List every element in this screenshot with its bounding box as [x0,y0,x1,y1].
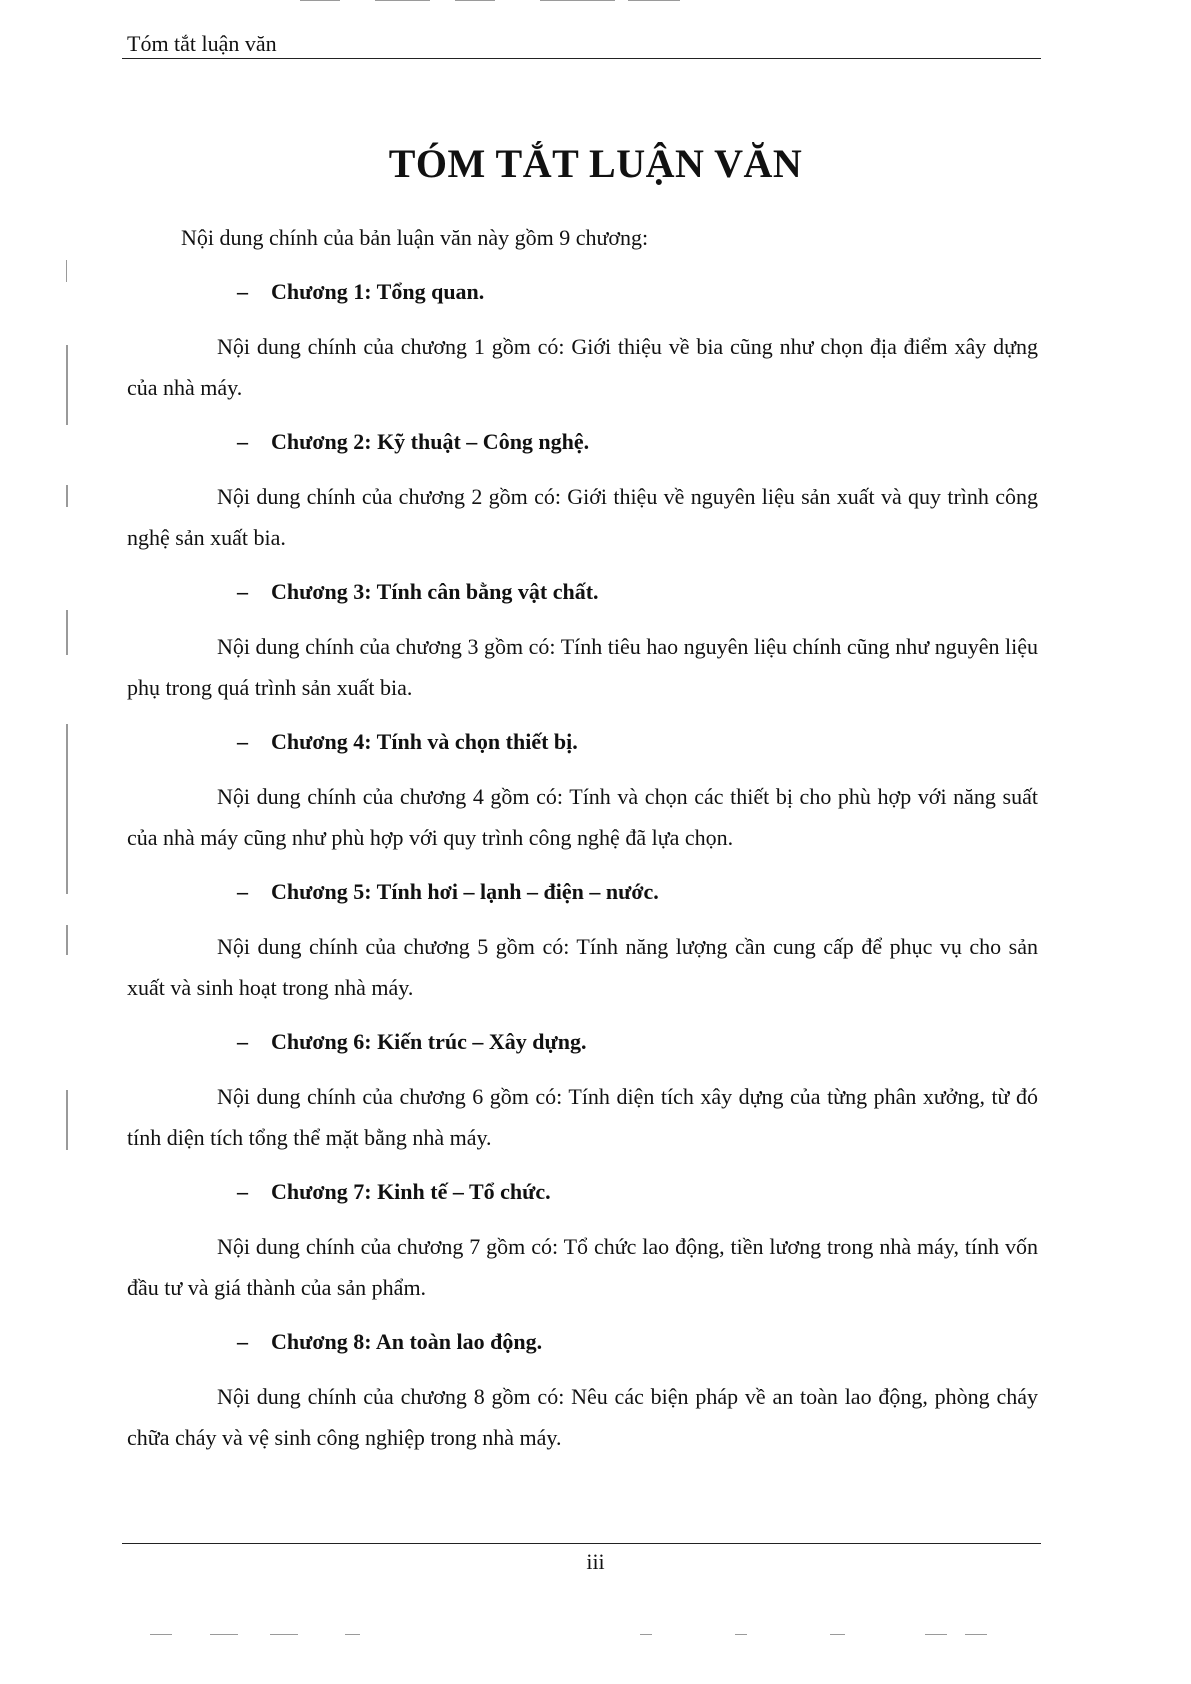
page-title: TÓM TẮT LUẬN VĂN [388,141,803,186]
chapter-heading-text: Chương 7: Kinh tế – Tổ chức. [271,1179,551,1204]
scan-artifact [925,1634,947,1635]
chapter-list [127,272,1038,1458]
chapter-section [127,272,1038,408]
scan-artifact [735,1634,747,1635]
chapter-heading [127,272,1038,326]
dash-bullet: – [237,1029,248,1054]
intro-paragraph: Nội dung chính của bản luận văn này gồm 9 chương: [181,225,649,250]
chapter-heading-text: Chương 4: Tính và chọn thiết bị. [271,729,578,754]
header-rule [122,58,1041,59]
dash-bullet: – [237,1179,248,1204]
chapter-description: Nội dung chính của chương 7 gồm có: Tổ chức lao động, tiền lương trong nhà máy, tính vốn đầu tư và giá thành của sản phẩm. [127,1234,1038,1300]
scan-artifact [66,485,68,507]
scan-artifact [965,1634,987,1635]
chapter-heading [127,722,1038,776]
scan-artifact [455,0,495,1]
chapter-description: Nội dung chính của chương 5 gồm có: Tính năng lượng cần cung cấp để phục vụ cho sản xuất và sinh hoạt trong nhà máy. [127,934,1038,1000]
scan-artifact [66,925,68,955]
scan-artifact [640,1634,652,1635]
scan-artifact [375,0,430,1]
scan-artifact [540,0,615,1]
footer-rule [122,1543,1041,1544]
scan-artifact [66,345,68,425]
scan-artifact [300,0,340,1]
chapter-section [127,872,1038,1008]
chapter-heading [127,1022,1038,1076]
scan-artifact [66,724,68,894]
dash-bullet: – [237,1329,248,1354]
chapter-heading [127,1322,1038,1376]
document-body [127,218,1038,1472]
chapter-description: Nội dung chính của chương 3 gồm có: Tính tiêu hao nguyên liệu chính cũng như nguyên liệu phụ trong quá trình sản xuất bia. [127,634,1038,700]
chapter-heading [127,1172,1038,1226]
dash-bullet: – [237,429,248,454]
chapter-heading [127,872,1038,926]
chapter-description: Nội dung chính của chương 2 gồm có: Giới thiệu về nguyên liệu sản xuất và quy trình công nghệ sản xuất bia. [127,484,1038,550]
chapter-heading-text: Chương 6: Kiến trúc – Xây dựng. [271,1029,587,1054]
page-number: iii [586,1549,605,1574]
scan-artifact [830,1634,845,1635]
chapter-heading [127,572,1038,626]
scan-artifact [66,610,68,655]
scan-artifact [270,1634,298,1635]
chapter-description: Nội dung chính của chương 6 gồm có: Tính diện tích xây dựng của từng phân xưởng, từ đó tính diện tích tổng thể mặt bằng nhà máy. [127,1084,1038,1150]
chapter-heading [127,422,1038,476]
chapter-section [127,1022,1038,1158]
chapter-section [127,722,1038,858]
chapter-heading-text: Chương 8: An toàn lao động. [271,1329,543,1354]
running-header: Tóm tắt luận văn [127,31,277,56]
scan-artifact [345,1634,360,1635]
chapter-section [127,422,1038,558]
chapter-heading-text: Chương 1: Tổng quan. [271,279,485,304]
scan-artifact [150,1634,172,1635]
dash-bullet: – [237,579,248,604]
dash-bullet: – [237,279,248,304]
dash-bullet: – [237,879,248,904]
scan-artifact [210,1634,238,1635]
chapter-heading-text: Chương 5: Tính hơi – lạnh – điện – nước. [271,879,659,904]
chapter-description: Nội dung chính của chương 8 gồm có: Nêu các biện pháp về an toàn lao động, phòng cháy chữa cháy và vệ sinh công nghiệp trong nhà máy. [127,1384,1038,1450]
scan-artifact [66,1090,68,1150]
scan-artifact [66,260,67,282]
chapter-description: Nội dung chính của chương 4 gồm có: Tính và chọn các thiết bị cho phù hợp với năng suất của nhà máy cũng như phù hợp với quy trình công nghệ đã lựa chọn. [127,784,1038,850]
chapter-heading-text: Chương 3: Tính cân bằng vật chất. [271,579,599,604]
chapter-section [127,1322,1038,1458]
dash-bullet: – [237,729,248,754]
chapter-description: Nội dung chính của chương 1 gồm có: Giới thiệu về bia cũng như chọn địa điểm xây dựng của nhà máy. [127,334,1038,400]
chapter-section [127,572,1038,708]
chapter-section [127,1172,1038,1308]
chapter-heading-text: Chương 2: Kỹ thuật – Công nghệ. [271,429,590,454]
scan-artifact [628,0,680,1]
